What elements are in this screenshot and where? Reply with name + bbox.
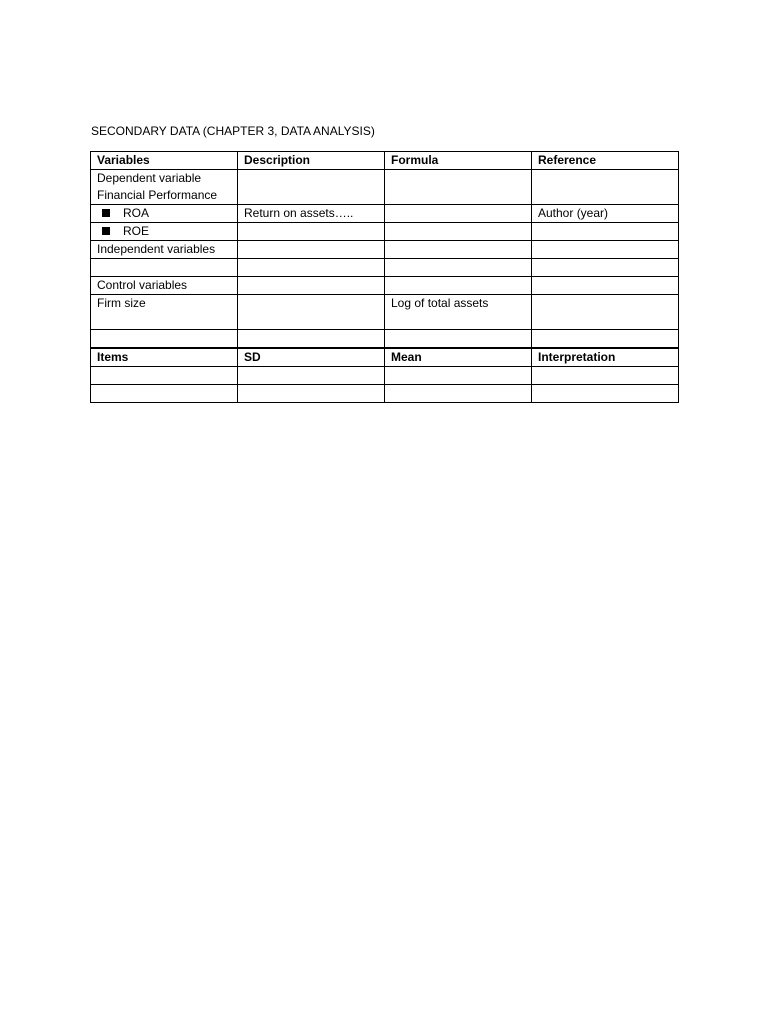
table-cell — [532, 259, 679, 277]
table-cell — [91, 330, 238, 349]
table-row — [91, 223, 679, 241]
table-row — [91, 385, 679, 403]
table-row — [91, 367, 679, 385]
table-header-row — [91, 152, 679, 170]
table-header-row-2 — [91, 348, 679, 367]
page-title: SECONDARY DATA (CHAPTER 3, DATA ANALYSIS) — [91, 124, 375, 138]
cell-roa-description: Return on assets….. — [238, 205, 385, 223]
table-row — [91, 295, 679, 330]
cell-firm-size: Firm size — [91, 295, 238, 330]
table-row — [91, 277, 679, 295]
cell-roa-formula — [385, 205, 532, 223]
table-cell — [532, 330, 679, 349]
table-row — [91, 259, 679, 277]
table-cell — [385, 259, 532, 277]
table-cell — [238, 170, 385, 205]
table-cell — [91, 367, 238, 385]
financial-performance-label: Financial Performance — [97, 188, 218, 202]
cell-independent-variables: Independent variables — [91, 241, 238, 259]
header-sd: SD — [238, 348, 385, 367]
square-bullet-icon — [102, 209, 110, 217]
roe-label: ROE — [123, 224, 150, 238]
table-cell — [238, 385, 385, 403]
header-items: Items — [91, 348, 238, 367]
table-cell — [385, 170, 532, 205]
table-row — [91, 205, 679, 223]
variables-table — [90, 151, 679, 403]
table-cell — [238, 277, 385, 295]
cell-roe-description — [238, 223, 385, 241]
cell-firm-size-description — [238, 295, 385, 330]
header-reference: Reference — [532, 152, 679, 170]
dependent-variable-label: Dependent variable — [97, 171, 202, 185]
table-cell — [91, 259, 238, 277]
table-cell — [385, 241, 532, 259]
cell-roe-formula — [385, 223, 532, 241]
table-cell — [238, 367, 385, 385]
table-row — [91, 170, 679, 205]
table-cell — [385, 277, 532, 295]
table-row — [91, 241, 679, 259]
cell-firm-size-reference — [532, 295, 679, 330]
table-cell — [91, 385, 238, 403]
table-cell — [532, 241, 679, 259]
header-mean: Mean — [385, 348, 532, 367]
table-cell — [532, 367, 679, 385]
header-description: Description — [238, 152, 385, 170]
cell-firm-size-formula: Log of total assets — [385, 295, 532, 330]
table-cell — [385, 330, 532, 349]
cell-roa — [91, 205, 238, 223]
cell-dependent-variable — [91, 170, 238, 205]
table-cell — [238, 241, 385, 259]
square-bullet-icon — [102, 227, 110, 235]
header-interpretation: Interpretation — [532, 348, 679, 367]
table-cell — [238, 259, 385, 277]
cell-roa-reference: Author (year) — [532, 205, 679, 223]
table-cell — [238, 330, 385, 349]
roa-label: ROA — [123, 206, 150, 220]
table-cell — [532, 170, 679, 205]
table-row — [91, 330, 679, 349]
table-cell — [532, 385, 679, 403]
cell-roe-reference — [532, 223, 679, 241]
table-cell — [385, 367, 532, 385]
header-variables: Variables — [91, 152, 238, 170]
table-cell — [532, 277, 679, 295]
cell-control-variables: Control variables — [91, 277, 238, 295]
table-cell — [385, 385, 532, 403]
cell-roe — [91, 223, 238, 241]
header-formula: Formula — [385, 152, 532, 170]
